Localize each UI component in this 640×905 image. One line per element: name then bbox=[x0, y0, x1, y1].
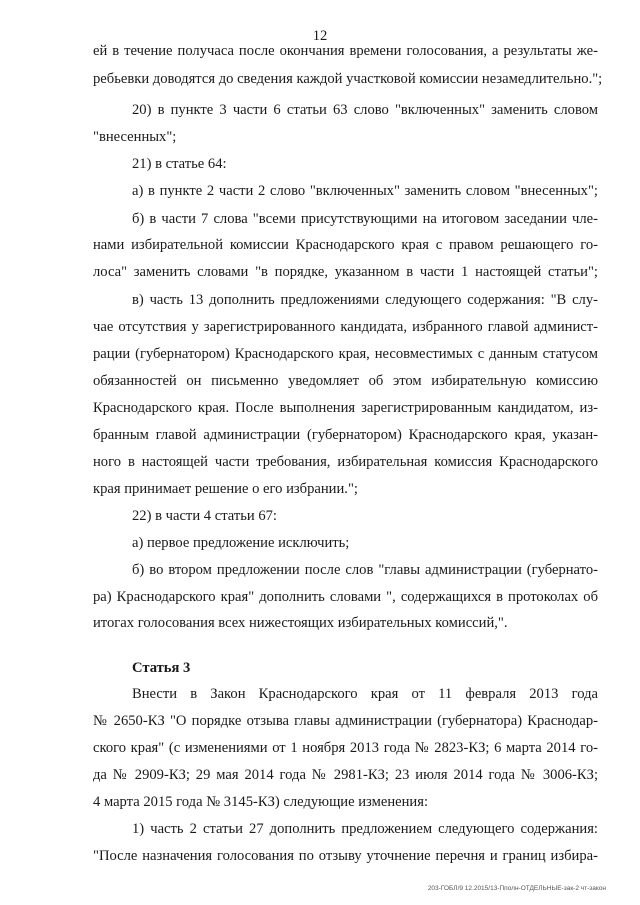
text-line: обязанностей он письменно уведомляет об этом избирательную комиссию bbox=[93, 373, 598, 389]
text-line: лоса" заменить словами "в порядке, указанном в части 1 настоящей статьи"; bbox=[93, 264, 598, 280]
text-line: нами избирательной комиссии Краснодарского края с правом решающего го- bbox=[93, 237, 598, 253]
text-line: Краснодарского края. После выполнения зарегистрированным кандидатом, из- bbox=[93, 400, 598, 416]
text-line: ра) Краснодарского края" дополнить словами ", содержащихся в протоколах об bbox=[93, 589, 598, 605]
document-footer-code: 203-ГОБЛ/9 12.2015/13-Пполн-ОТДЕЛЬНЫЕ-зак-2 чт-закон bbox=[427, 885, 606, 892]
text-line: ребьевки доводятся до сведения каждой участковой комиссии незамедлительно."; bbox=[93, 71, 603, 87]
text-line: а) первое предложение исключить; bbox=[132, 535, 350, 551]
text-line: в) часть 13 дополнить предложениями следующего содержания: "В слу- bbox=[132, 292, 598, 308]
text-line: № 2650-КЗ "О порядке отзыва главы администрации (губернатора) Краснодар- bbox=[93, 713, 598, 729]
text-line: бранным главой администрации (губернатором) Краснодарского края, указан- bbox=[93, 427, 598, 443]
text-line: итогах голосования всех нижестоящих избирательных комиссий,". bbox=[93, 615, 508, 631]
text-line: рации (губернатором) Краснодарского края, несовместимых с данным статусом bbox=[93, 346, 598, 362]
text-line: да № 2909-КЗ; 29 мая 2014 года № 2981-КЗ; 23 июля 2014 года № 3006-КЗ; bbox=[93, 767, 598, 783]
text-line: 20) в пункте 3 части 6 статьи 63 слово "включенных" заменить словом bbox=[132, 102, 598, 118]
text-line: Внести в Закон Краснодарского края от 11 февраля 2013 года bbox=[132, 686, 598, 702]
text-line: чае отсутствия у зарегистрированного кандидата, избранного главой админист- bbox=[93, 319, 598, 335]
text-line: ей в течение получаса после окончания времени голосования, а результаты же- bbox=[93, 43, 598, 59]
article-heading: Статья 3 bbox=[132, 660, 191, 676]
text-line: "После назначения голосования по отзыву уточнение перечня и границ избира- bbox=[93, 848, 598, 864]
text-line: 21) в статье 64: bbox=[132, 156, 227, 172]
page-number: 12 bbox=[312, 28, 328, 44]
text-line: б) во втором предложении после слов "главы администрации (губернато- bbox=[132, 562, 598, 578]
text-line: ного в настоящей части требования, избирательная комиссия Краснодарского bbox=[93, 454, 598, 470]
text-line: края принимает решение о его избрании."; bbox=[93, 481, 358, 497]
text-line: "внесенных"; bbox=[93, 129, 177, 145]
text-line: 4 марта 2015 года № 3145-КЗ) следующие изменения: bbox=[93, 794, 429, 810]
text-line: а) в пункте 2 части 2 слово "включенных" заменить словом "внесенных"; bbox=[132, 183, 598, 199]
text-line: 22) в части 4 статьи 67: bbox=[132, 508, 277, 524]
text-line: б) в части 7 слова "всеми присутствующими на итоговом заседании чле- bbox=[132, 211, 598, 227]
text-line: ского края" (с изменениями от 1 ноября 2013 года № 2823-КЗ; 6 марта 2014 го- bbox=[93, 740, 598, 756]
text-line: 1) часть 2 статьи 27 дополнить предложением следующего содержания: bbox=[132, 821, 598, 837]
